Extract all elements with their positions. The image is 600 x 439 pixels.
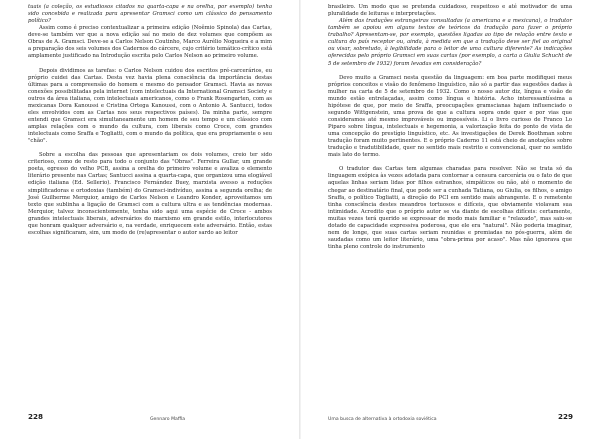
right-page-number: 229: [558, 412, 574, 421]
right-page: [300, 0, 600, 439]
right-paragraph-3: Devo muito a Gramsci nesta questão da linguagem: em boa parte modifiquei meus próprios conceitos e visão do fenômeno linguístico, não só a partir das sugestões dadas à mulher na carta de 5 de setembro de 1932. Como o nosso autor diz, língua e visão de mundo estão entrelaçadas, assim como língua e história. Acho interessantíssima a hipótese de que, por meio de Sraffa, preocupações gramscianas hajam influenciado o segundo Wittgenstein, uma prova de que a cultura sopra onde quer e por vias que consideramos até mesmo improváveis ou impossíveis. Li o livro curioso de Franco Lo Piparo sobre língua, intelectuais e hegemonia, a valorização feita do ponto de vista de uma concepção do prestígio linguístico, etc. As investigações de Derek Boothman sobre tradução foram muito pertinentes. E o próprio Caderno 11 está cheio de anotações sobre tradução e tradutibilidade, quer no sentido mais restrito e convencional, quer no sentido mais lato do termo.: [328, 74, 572, 159]
right-running-head: Uma busca de alternativa à ortodoxia soviética: [328, 417, 437, 422]
left-text-column: [28, 4, 272, 237]
left-paragraph-1: tuais (a coleção, os estudiosos citados na quarta-capa e na orelha, por exemplo) tenha sido concebida e realizada para apresentar Gramsci como um clássico do pensamento político?: [28, 4, 272, 25]
left-paragraph-2: Assim como é preciso contextualizar a primeira edição (Noêmio Spinola) das Cartas, deve-se também ver que a nova edição saí no meio de dez volumes que compõem as Obras de A. Gramsci. Deve-se a Carlos Nelson Coutinho, Marco Aurélio Nogueira e a mim a preparação dos seis volumes dos Cadernos do cárcere, cujo critério temático-crítico está amplamente justificado na Introdução escrita pelo Carlos Nelson ao primeiro volume.: [28, 25, 272, 60]
right-text-column: [328, 4, 572, 251]
left-paragraph-3: Depois dividimos as tarefas: o Carlos Nelson cuidou dos escritos pré-carcerários, eu próprio cuidei das Cartas. Desta vez havia plena consciência da importância destas últimas para a compreensão do homem e mesmo do pensador Gramsci. Havia as novas conexões possibilitadas pela internet (com intelectuais da International Gramsci Society e outros da área italiana, com intelectuais americanos, como o Frank Rosengarten, com as mexicanas Dora Kanoussi e Cristina Ortega Kanoussi, com o Antonio A. Santucci, todos eles envolvidos com as Cartas nos seus respectivos países). Da minha parte, sempre entendi que Gramsci era simultaneamente um homem de seu tempo e um clássico com amplas relações com o mundo da cultura, com liberais como Croce, com grandes intelectuais como Sraffa e Togliatti, com o mundo da política, que era propriamente o seu "chão".: [28, 67, 272, 145]
left-paragraph-4: Sobre a escolha das pessoas que apresentariam os dois volumes, creio ter sido criterioso, como de resto para todo o conjunto das "Obras". Ferreira Gullar, um grande poeta, egresso do velho PCB, assina a orelha do primeiro volume e avaliza o elemento literário presente nas Cartas; Santucci assina a quarta-capa, que organizou uma elogiável edição italiana (Ed. Sellerio). Francisco Fernández Buey, marxista avesso a reduções simplificadoras e ortodoxias (também) do Gramsci-indivíduo, assina a segunda orelha; de José Guilherme Merquior, amigo de Carlos Nelson e Leandro Konder, aproveitamos um texto que sublinha a ligação de Gramsci com a cultura ultra e as tendências modernas. Merquior, talvez inconscientemente, tenha sido aqui uma espécie de Croce - ambos grandes intelectuais liberais, adversários do marxismo em grande estilo, interlocutores que honram qualquer adversário e, na verdade, enriquecem este adversário. Então, estas escolhas significaram, sim, um modo de (re)apresentar o autor sardo ao leitor: [28, 152, 272, 236]
left-page-number: 228: [28, 412, 44, 421]
right-paragraph-4: O tradutor das Cartas tem algumas charadas para resolver. Não se trata só da linguagem exópica às vezes adotada para contornar a censura carcerária ou o fato de que aquelas linhas seriam lidas por filhos estranhos, simpáticos ou não, até o momento de chegar ao destinatário final, que pode ser a cunhada Tatiana, ou Giulia, os filhos, o amigo Sraffa, o político Togliatti, a direção do PCI em sentido mais abrangente. E o remetente tinha consciência destes meandros tortuosos e difíceis, que obviamente violavam sua intimidade. Acredito que o próprio autor se via diante de escolhas difíceis: certamente, muitas vezes terá querido se expressar de modo mais familiar e "relaxado", mas saiu-se dotado de capacidade expressiva poderosa, que ele era "natural". Não poderia imaginar, nem de longe, que suas cartas seriam reunidas e premiadas no pós-guerra, além de saudadas como um leitor literário, uma "obra-prima por acaso". Mas não ignorava que tinha pleno controle do instrumento: [328, 166, 572, 250]
left-running-head: Gennaro Maffia: [150, 417, 186, 422]
right-paragraph-1: brasileiro. Um modo que se pretenda cuidadoso, respeitoso e até motivador de uma pluralidade de leituras e interpretações.: [328, 4, 572, 18]
right-paragraph-2: Além das traduções estrangeiras consultadas (a americana e a mexicana), o tradutor também se apoiou em alguns textos de teóricos da tradução para fazer o próprio trabalho? Apresentam-se, por exemplo, questões ligadas ao tipo de relação entre texto e cultura do país receptor ou, ainda, à medida em que a tradução deve ser fiel ao original ou visar, sobretudo, à legibilidade para o leitor de uma cultura diferente? As indicações oferecidas pelo próprio Gramsci em suas cartas (por exemplo, a carta a Giulia Schucht de 5 de setembro de 1932) foram levadas em consideração?: [328, 18, 572, 67]
